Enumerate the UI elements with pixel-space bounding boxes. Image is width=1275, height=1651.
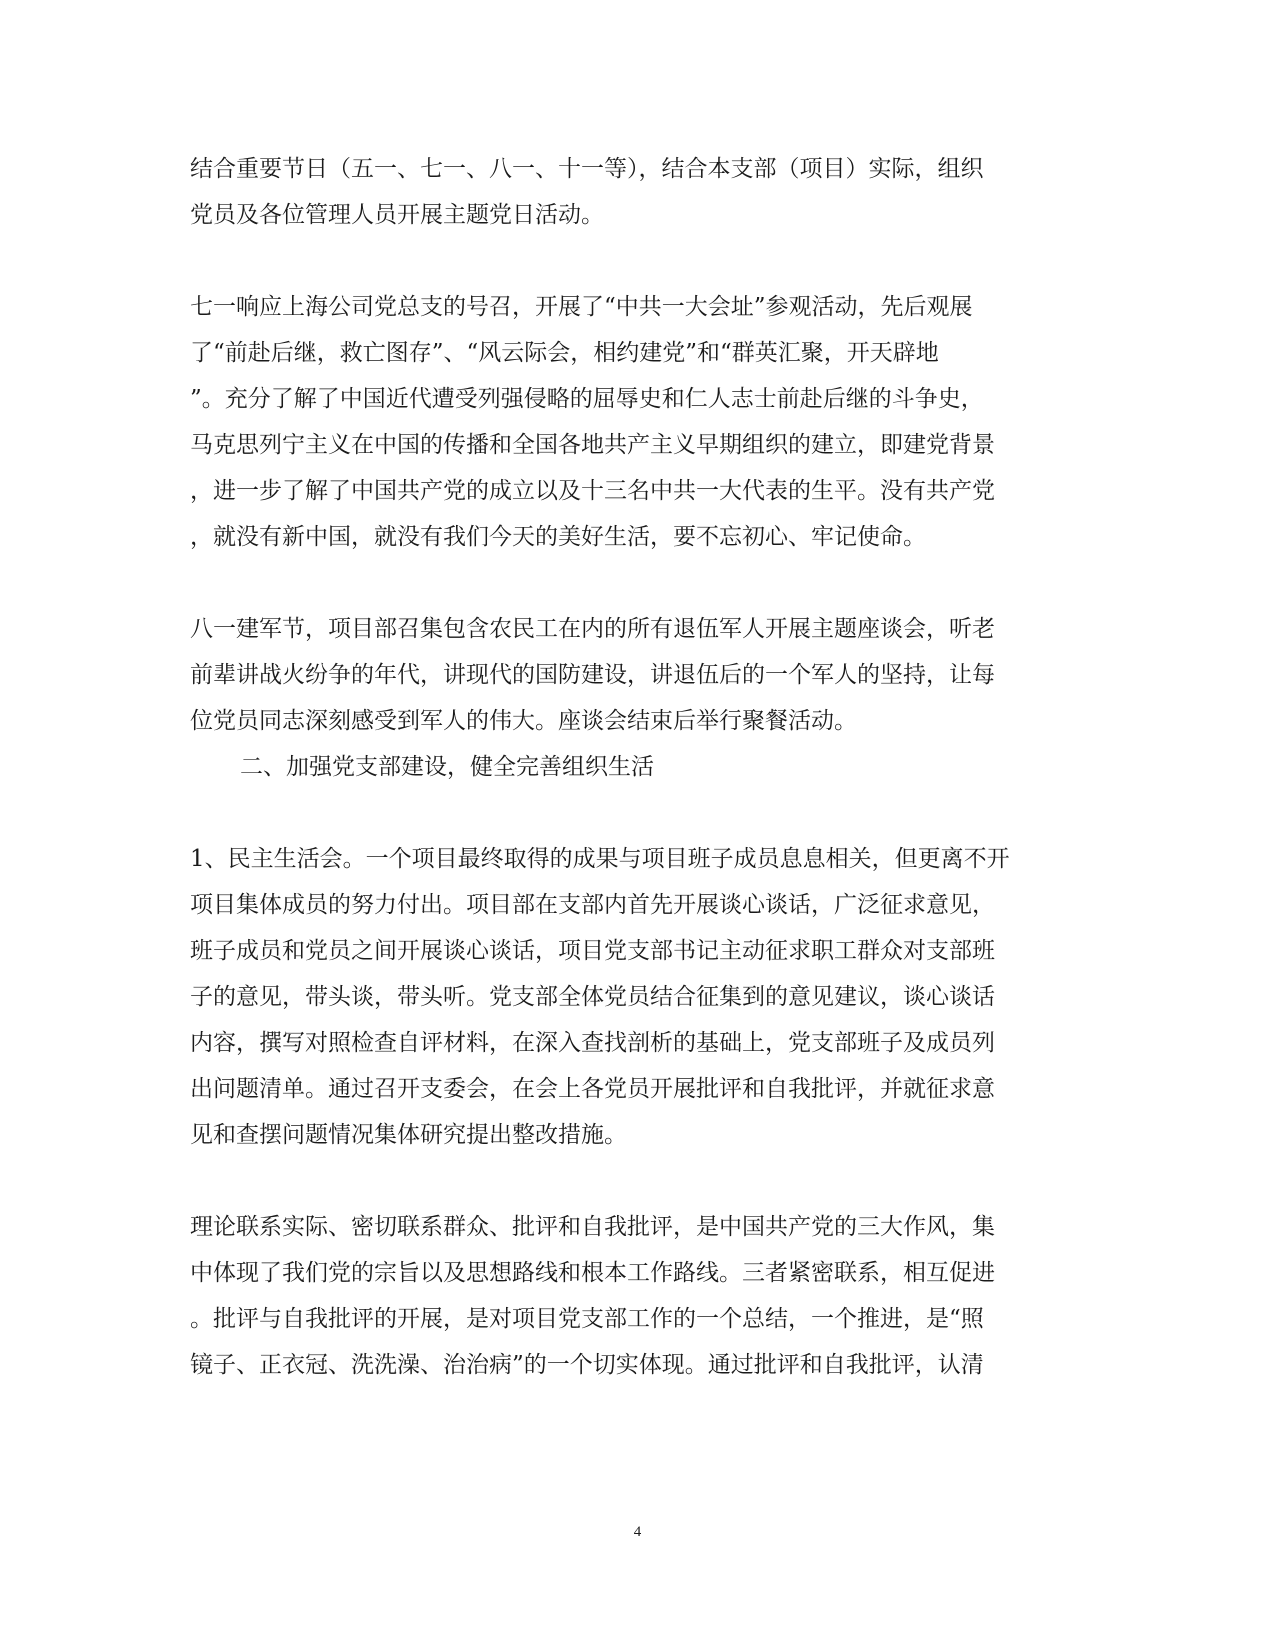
page-number: 4 (633, 1524, 642, 1540)
paragraph-3-line-3: 位党员同志深刻感受到军人的伟大。座谈会结束后举行聚餐活动。 (190, 708, 857, 734)
paragraph-5-line-2: 项目集体成员的努力付出。项目部在支部内首先开展谈心谈话，广泛征求意见， (190, 892, 995, 918)
paragraph-6-line-1: 理论联系实际、密切联系群众、批评和自我批评，是中国共产党的三大作风，集 (190, 1214, 995, 1240)
paragraph-2-line-3: ”。充分了解了中国近代遭受列强侵略的屈辱史和仁人志士前赴后继的斗争史， (190, 386, 984, 412)
paragraph-3-line-2: 前辈讲战火纷争的年代，讲现代的国防建设，讲退伍后的一个军人的坚持，让每 (190, 662, 995, 688)
paragraph-5-line-3: 班子成员和党员之间开展谈心谈话，项目党支部书记主动征求职工群众对支部班 (190, 938, 995, 964)
paragraph-1-line-2: 党员及各位管理人员开展主题党日活动。 (190, 202, 604, 228)
paragraph-5-line-5: 内容，撰写对照检查自评材料，在深入查找剖析的基础上，党支部班子及成员列 (190, 1030, 995, 1056)
paragraph-2-line-4: 马克思列宁主义在中国的传播和全国各地共产主义早期组织的建立，即建党背景 (190, 432, 995, 458)
paragraph-5-line-6: 出问题清单。通过召开支委会，在会上各党员开展批评和自我批评，并就征求意 (190, 1076, 995, 1102)
paragraph-6-line-2: 中体现了我们党的宗旨以及思想路线和根本工作路线。三者紧密联系，相互促进 (190, 1260, 995, 1286)
paragraph-5-line-1: 1、民主生活会。一个项目最终取得的成果与项目班子成员息息相关，但更离不开 (190, 846, 1010, 872)
paragraph-5-line-4: 子的意见，带头谈，带头听。党支部全体党员结合征集到的意见建议，谈心谈话 (190, 984, 995, 1010)
paragraph-2-line-1: 七一响应上海公司党总支的号召，开展了“中共一大会址”参观活动，先后观展 (190, 294, 973, 320)
paragraph-2-line-2: 了“前赴后继，救亡图存”、“风云际会，相约建党”和“群英汇聚，开天辟地 (190, 340, 939, 366)
paragraph-5-line-7: 见和查摆问题情况集体研究提出整改措施。 (190, 1122, 627, 1148)
section-heading: 二、加强党支部建设，健全完善组织生活 (240, 754, 654, 780)
paragraph-6-line-4: 镜子、正衣冠、洗洗澡、治治病”的一个切实体现。通过批评和自我批评，认清 (190, 1352, 984, 1378)
paragraph-2-line-5: ，进一步了解了中国共产党的成立以及十三名中共一大代表的生平。没有共产党 (190, 478, 995, 504)
paragraph-2-line-6: ，就没有新中国，就没有我们今天的美好生活，要不忘初心、牢记使命。 (190, 524, 926, 550)
paragraph-1-line-1: 结合重要节日（五一、七一、八一、十一等），结合本支部（项目）实际，组织 (190, 156, 984, 182)
paragraph-6-line-3: 。批评与自我批评的开展，是对项目党支部工作的一个总结，一个推进，是“照 (190, 1306, 984, 1332)
paragraph-3-line-1: 八一建军节，项目部召集包含农民工在内的所有退伍军人开展主题座谈会，听老 (190, 616, 995, 642)
